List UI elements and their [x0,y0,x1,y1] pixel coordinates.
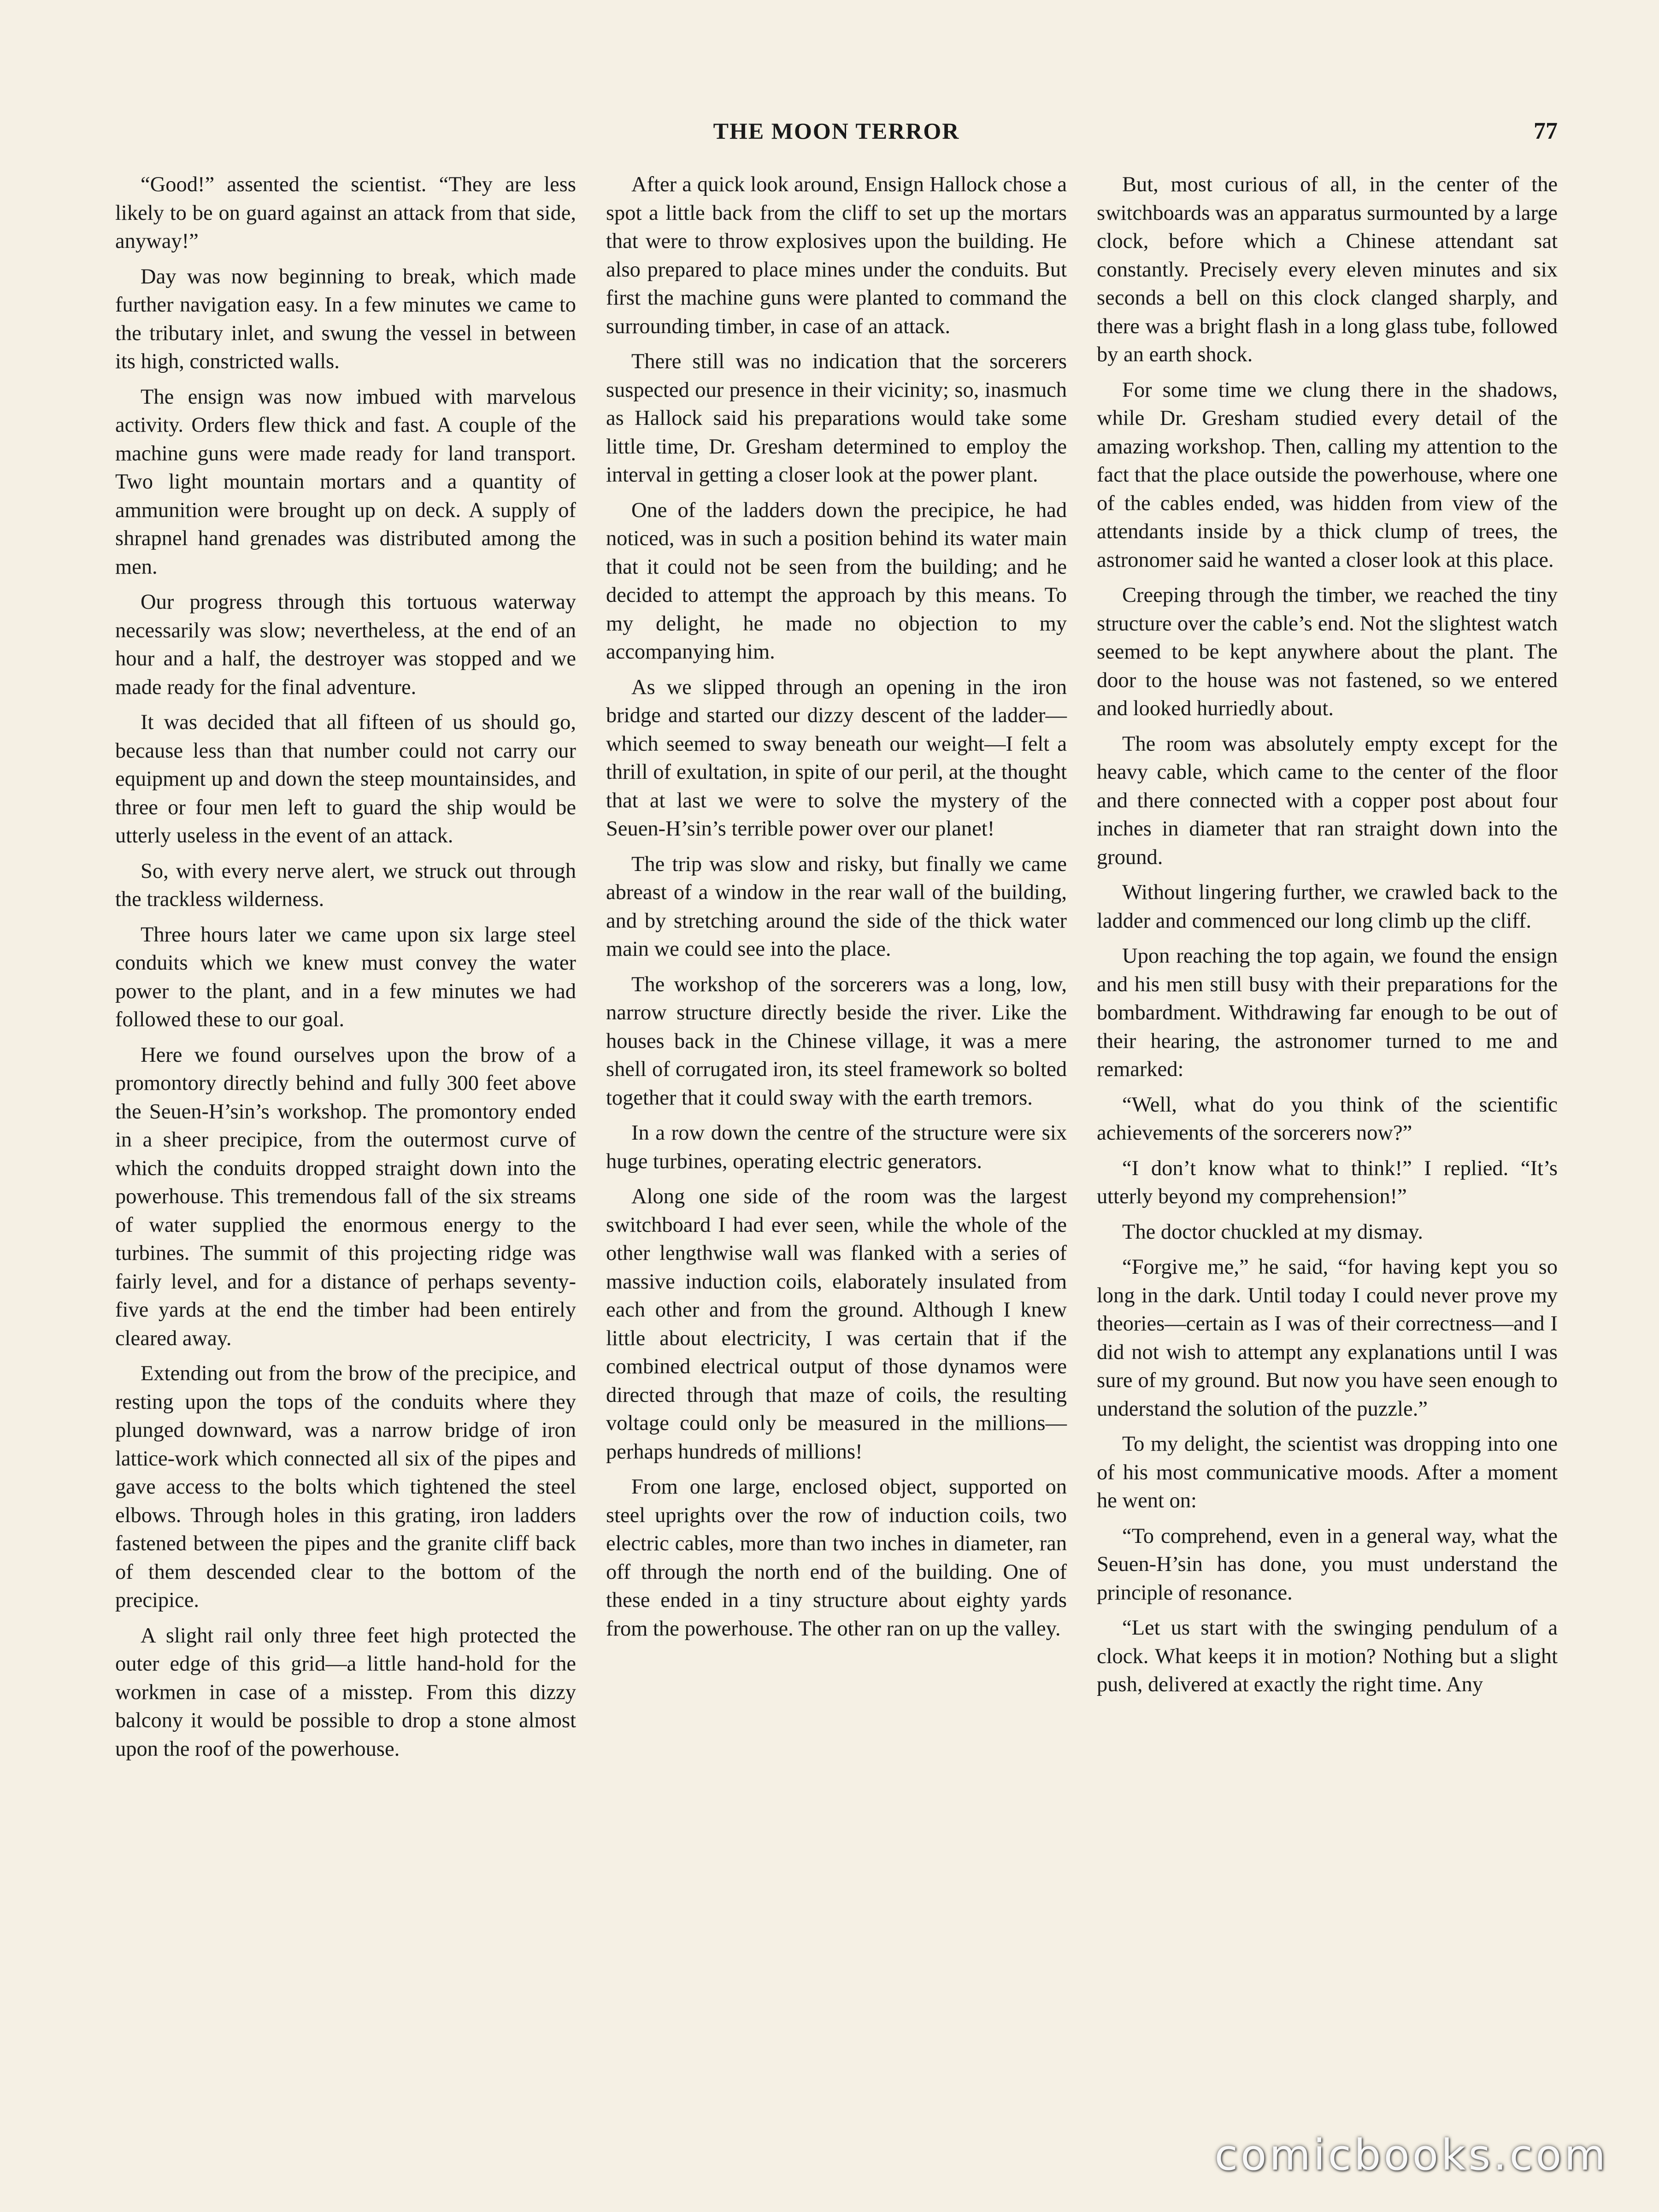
paragraph: The room was absolutely empty except for the heavy cable, which came to the center of the floor and there connected with a copper post about four inches in diameter that ran straight down into the ground. [1097,732,1558,869]
paragraph: After a quick look around, Ensign Hallock chose a spot a little back from the cliff to set up the mortars that were to throw explosives upon the building. He also prepared to place mines under the conduits. But first the machine guns were planted to command the surrounding timber, in case of an attack. [606,173,1067,338]
article-columns [115,171,1558,2115]
paragraph: “I don’t know what to think!” I replied. “It’s utterly beyond my comprehension!” [1097,1156,1558,1208]
paragraph: “Forgive me,” he said, “for having kept you so long in the dark. Until today I could never prove my theories—certain as I was of their correctness—and I did not wish to attempt any explanations until I was sure of my ground. But now you have seen enough to understand the solution of the puzzle.” [1097,1255,1558,1421]
column-3 [1097,171,1558,2115]
paragraph: Here we found ourselves upon the brow of a promontory directly behind and fully 300 feet above the Seuen-H’sin’s workshop. The promontory ended in a sheer precipice, from the outermost curve of which the conduits dropped straight down into the powerhouse. This tremendous fall of the six streams of water supplied the enormous energy to the turbines. The summit of this projecting ridge was fairly level, and for a distance of perhaps seventy-five yards at the end the timber had been entirely cleared away. [115,1043,576,1350]
paragraph: The ensign was now imbued with marvelous activity. Orders flew thick and fast. A couple of the machine guns were made ready for land transport. Two light mountain mortars and a quantity of ammunition were brought up on deck. A supply of shrapnel hand grenades was distributed among the men. [115,385,576,579]
running-title: THE MOON TERROR [713,118,960,144]
paragraph: “Well, what do you think of the scientific achievements of the sorcerers now?” [1097,1093,1558,1145]
paragraph: Day was now beginning to break, which made further navigation easy. In a few minutes we came to the tributary inlet, and swung the vessel in between its high, constricted walls. [115,265,576,373]
site-watermark: comicbooks.com [1214,2130,1608,2180]
page-header [115,118,1558,154]
paragraph: “To comprehend, even in a general way, what the Seuen-H’sin has done, you must understand the principle of resonance. [1097,1524,1558,1605]
paragraph: From one large, enclosed object, supported on steel uprights over the row of induction coils, two electric cables, more than two inches in diameter, ran off through the north end of the building. One of these ended in a tiny structure about eighty yards from the powerhouse. The other ran on up the valley. [606,1475,1067,1641]
column-1 [115,171,576,2115]
page-number: 77 [1534,118,1558,144]
paragraph: “Let us start with the swinging pendulum of a clock. What keeps it in motion? Nothing but a slight push, delivered at exactly the right time. Any [1097,1616,1558,1696]
paragraph: Creeping through the timber, we reached the tiny structure over the cable’s end. Not the slightest watch seemed to be kept anywhere about the plant. The door to the house was not fastened, so we entered and looked hurriedly about. [1097,583,1558,720]
paragraph: There still was no indication that the sorcerers suspected our presence in their vicinity; so, inasmuch as Hallock said his preparations would take some little time, Dr. Gresham determined to employ the interval in getting a closer look at the power plant. [606,350,1067,487]
paragraph: Three hours later we came upon six large steel conduits which we knew must convey the water power to the plant, and in a few minutes we had followed these to our goal. [115,923,576,1031]
paragraph: It was decided that all fifteen of us should go, because less than that number could not carry our equipment up and down the steep mountainsides, and three or four men left to guard the ship would be utterly useless in the event of an attack. [115,711,576,847]
paragraph: In a row down the centre of the structure were six huge turbines, operating electric generators. [606,1121,1067,1173]
paragraph: The trip was slow and risky, but finally we came abreast of a window in the rear wall of the building, and by stretching around the side of the thick water main we could see into the place. [606,852,1067,961]
paragraph: Our progress through this tortuous waterway necessarily was slow; nevertheless, at the end of an hour and a half, the destroyer was stopped and we made ready for the final adventure. [115,590,576,699]
paragraph: One of the ladders down the precipice, he had noticed, was in such a position behind its water main that it could not be seen from the building; and he decided to attempt the approach by this means. To my delight, he made no objection to my accompanying him. [606,498,1067,664]
paragraph: Upon reaching the top again, we found the ensign and his men still busy with their preparations for the bombardment. Withdrawing far enough to be out of their hearing, the astronomer turned to me and remarked: [1097,944,1558,1081]
paragraph: The workshop of the sorcerers was a long, low, narrow structure directly beside the river. Like the houses back in the Chinese village, it was a mere shell of corrugated iron, its steel framework so bolted together that it could sway with the earth tremors. [606,972,1067,1110]
column-2 [606,171,1067,2115]
paragraph: But, most curious of all, in the center of the switchboards was an apparatus surmounted by a large clock, before which a Chinese attendant sat constantly. Precisely every eleven minutes and six seconds a bell on this clock clanged sharply, and there was a bright flash in a long glass tube, followed by an earth shock. [1097,173,1558,366]
paragraph: As we slipped through an opening in the iron bridge and started our dizzy descent of the ladder—which seemed to sway beneath our weight—I felt a thrill of exultation, in spite of our peril, at the thought that at last we were to solve the mystery of the Seuen-H’sin’s terrible power over our planet! [606,675,1067,841]
paragraph: For some time we clung there in the shadows, while Dr. Gresham studied every detail of the amazing workshop. Then, calling my attention to the fact that the place outside the powerhouse, where one of the cables ended, was hidden from view of the attendants inside by a thick clump of trees, the astronomer said he wanted a closer look at this place. [1097,378,1558,572]
paragraph: So, with every nerve alert, we struck out through the trackless wilderness. [115,859,576,911]
paragraph: “Good!” assented the scientist. “They are less likely to be on guard against an attack from that side, anyway!” [115,173,576,253]
paragraph: Along one side of the room was the largest switchboard I had ever seen, while the whole of the other lengthwise wall was flanked with a series of massive induction coils, elaborately insulated from each other and from the ground. Although I knew little about electricity, I was certain that if the combined electrical output of those dynamos were directed through that maze of coils, the resulting voltage could only be measured in the millions—perhaps hundreds of millions! [606,1185,1067,1464]
paragraph: A slight rail only three feet high protected the outer edge of this grid—a little hand-hold for the workmen in case of a misstep. From this dizzy balcony it would be possible to drop a stone almost upon the roof of the powerhouse. [115,1624,576,1761]
paragraph: The doctor chuckled at my dismay. [1122,1220,1423,1244]
paragraph: To my delight, the scientist was dropping into one of his most communicative moods. After a moment he went on: [1097,1432,1558,1512]
paragraph: Without lingering further, we crawled back to the ladder and commenced our long climb up the cliff. [1097,881,1558,933]
paragraph: Extending out from the brow of the precipice, and resting upon the tops of the conduits where they plunged downward, was a narrow bridge of iron lattice-work which connected all six of the pipes and gave access to the bolts which tightened the steel elbows. Through holes in this grating, iron ladders fastened between the pipes and the granite cliff back of them descended clear to the bottom of the precipice. [115,1362,576,1612]
